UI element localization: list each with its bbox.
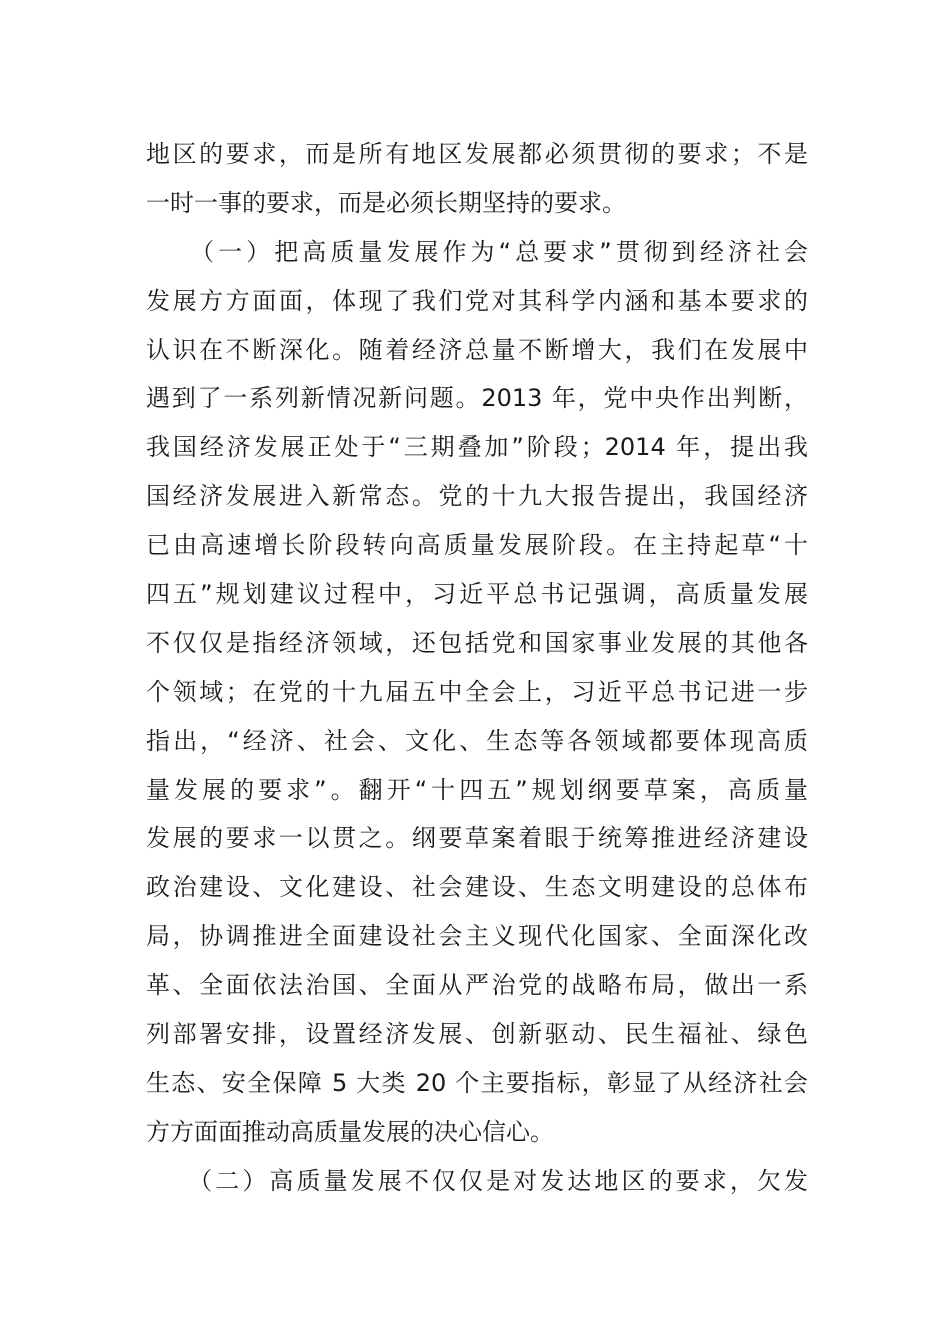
- text-line: 政治建设、文化建设、社会建设、生态文明建设的总体布: [146, 873, 808, 902]
- text-line: 不仅仅是指经济领域，还包括党和国家事业发展的其他各: [146, 628, 808, 657]
- text-line: 已由高速增长阶段转向高质量发展阶段。在主持起草“十: [146, 531, 808, 560]
- paragraph-heading-2: （二）高质量发展不仅仅是对发达地区的要求，欠发: [146, 1166, 808, 1195]
- text-line: 个领域；在党的十九届五中全会上，习近平总书记进一步: [146, 677, 808, 706]
- text-line: 指出，“经济、社会、文化、生态等各领域都要体现高质: [146, 726, 808, 755]
- text-line: 生态、安全保障 5 大类 20 个主要指标，彰显了从经济社会: [146, 1068, 808, 1097]
- text-line: 方方面面推动高质量发展的决心信心。: [146, 1117, 554, 1146]
- text-line: 地区的要求，而是所有地区发展都必须贯彻的要求；不是: [146, 140, 808, 168]
- document-body: [146, 130, 808, 1206]
- text-line: 发展的要求一以贯之。纲要草案着眼于统筹推进经济建设: [146, 824, 808, 853]
- text-line: 认识在不断深化。随着经济总量不断增大，我们在发展中: [146, 335, 808, 364]
- paragraph-heading-1: （一）把高质量发展作为“总要求”贯彻到经济社会: [146, 237, 808, 266]
- text-line: 四五”规划建议过程中，习近平总书记强调，高质量发展: [146, 580, 808, 609]
- text-line: 量发展的要求”。翻开“十四五”规划纲要草案，高质量: [146, 775, 808, 804]
- text-line: 革、全面依法治国、全面从严治党的战略布局，做出一系: [146, 971, 808, 1000]
- text-line: 列部署安排，设置经济发展、创新驱动、民生福祉、绿色: [146, 1020, 808, 1049]
- text-line: 国经济发展进入新常态。党的十九大报告提出，我国经济: [146, 482, 808, 511]
- text-line: 发展方方面面，体现了我们党对其科学内涵和基本要求的: [146, 286, 808, 315]
- text-line: 遇到了一系列新情况新问题。2013 年，党中央作出判断，: [146, 384, 808, 413]
- text-line: 局，协调推进全面建设社会主义现代化国家、全面深化改: [146, 922, 808, 951]
- text-line: 一时一事的要求，而是必须长期坚持的要求。: [146, 188, 626, 217]
- text-line: 我国经济发展正处于“三期叠加”阶段；2014 年，提出我: [146, 433, 808, 462]
